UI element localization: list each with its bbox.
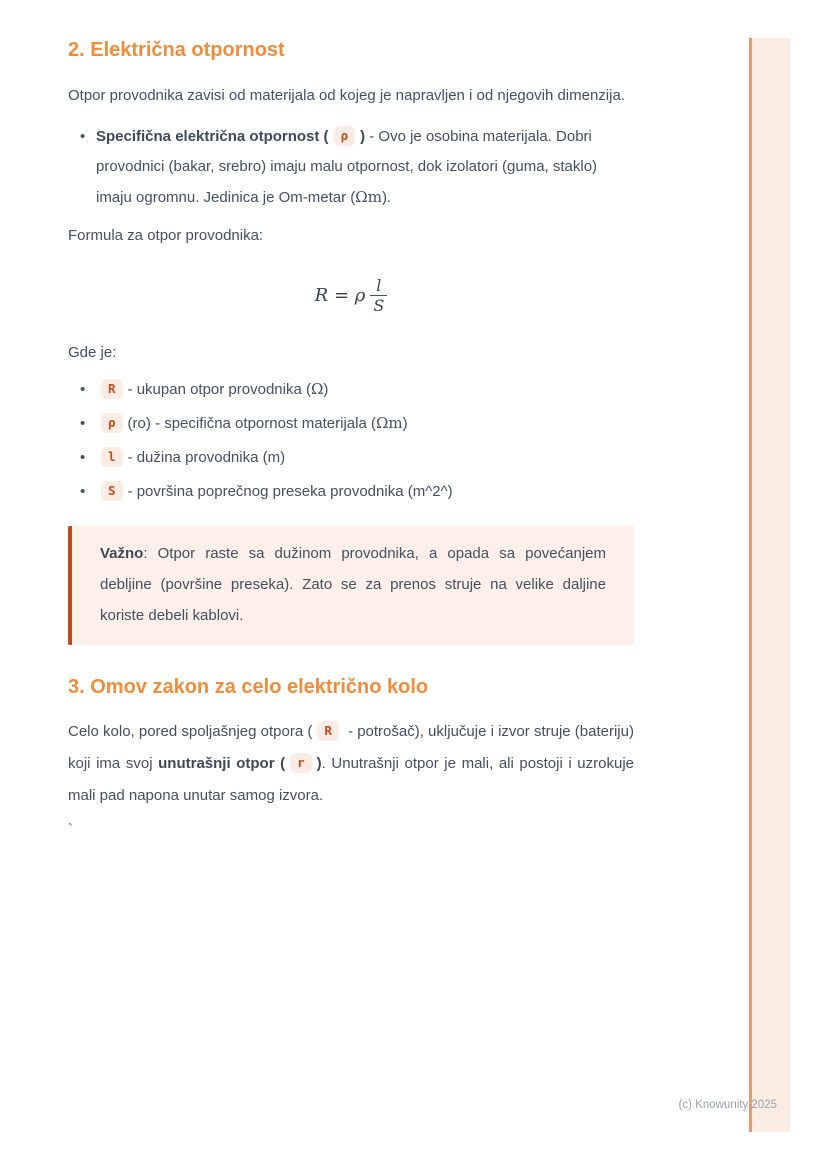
inline-code-chip-R: R xyxy=(317,721,339,741)
section3-paragraph xyxy=(68,716,634,812)
paragraph-text: . Unutrašnji otpor je mali, ali postoji i uzrokuje mali pad napona unutar samog izvora. xyxy=(68,755,634,804)
resistance-formula xyxy=(315,276,388,315)
specific-resistance-bullet-list xyxy=(68,122,634,213)
formula-label: Formula za otpor provodnika: xyxy=(68,227,264,244)
stray-backtick-mark: ` xyxy=(68,821,73,838)
inline-code-chip-l: l xyxy=(101,447,123,467)
unit-ohm-meter: Ωm xyxy=(355,188,382,206)
page-edge-stripe xyxy=(749,38,790,1132)
definition-text: - površina poprečnog preseka provodnika (m^2^) xyxy=(127,483,453,500)
inline-code-chip-S: S xyxy=(101,481,123,501)
copyright-footer: (c) Knowunity 2025 xyxy=(678,1099,777,1111)
section3-heading: 3. Omov zakon za celo električno kolo xyxy=(68,676,429,698)
paragraph-bold-lead: unutrašnji otpor ( xyxy=(158,755,286,772)
definition-text: - dužina provodnika (m) xyxy=(127,449,286,466)
bullet-bold-lead: Specifična električna otpornost ( xyxy=(96,128,329,145)
symbol-definition-list xyxy=(68,379,634,502)
bullet-text: - Ovo je osobina materijala. Dobri provodnici (bakar, srebro) imaju malu otpornost, dok izolatori (guma, staklo) imaju ogromnu. Jedinica je Om-metar ( xyxy=(96,128,598,206)
inline-code-chip-R: R xyxy=(101,379,123,399)
formula-prefix: R = ρ xyxy=(314,285,366,306)
bullet-bold-close: ) xyxy=(360,128,366,145)
formula-container xyxy=(68,276,634,315)
paragraph-text: - potrošač), uključuje i izvor struje (bateriju) koji ima svoj xyxy=(68,723,634,772)
inline-code-chip-r: r xyxy=(290,753,312,773)
unit-ohm-meter: Ωm xyxy=(375,414,403,432)
section2-heading: 2. Električna otpornost xyxy=(68,39,285,61)
list-item-rho xyxy=(68,413,634,434)
section2-intro-paragraph: Otpor provodnika zavisi od materijala od kojeg je napravljen i od njegovih dimenzija. xyxy=(68,87,625,104)
list-item xyxy=(68,122,608,213)
where-label: Gde je: xyxy=(68,344,117,361)
formula-numerator: l xyxy=(376,276,382,295)
definition-text: (ro) - specifična otpornost materijala ( xyxy=(127,415,376,432)
inline-code-chip-rho: ρ xyxy=(101,413,123,433)
paragraph-text: Celo kolo, pored spoljašnjeg otpora ( xyxy=(68,723,313,740)
paragraph-bold-close: ) xyxy=(316,755,322,772)
definition-close: ) xyxy=(323,381,329,398)
callout-bold-label: Važno xyxy=(100,545,144,562)
formula-fraction xyxy=(370,276,387,315)
callout-text: : Otpor raste sa dužinom provodnika, a opada sa povećanjem debljine (površine preseka). Zato se za prenos struje na velike daljine koriste debeli kablovi. xyxy=(100,545,606,624)
list-item-R xyxy=(68,379,634,400)
definition-close: ) xyxy=(402,415,408,432)
important-callout xyxy=(68,526,634,645)
list-item-S xyxy=(68,481,634,502)
list-item-l xyxy=(68,447,634,468)
definition-text: - ukupan otpor provodnika ( xyxy=(127,381,311,398)
document-content xyxy=(68,0,634,840)
unit-ohm: Ω xyxy=(310,380,324,398)
formula-denominator: S xyxy=(370,295,387,315)
inline-code-chip-rho: ρ xyxy=(334,126,356,146)
bullet-text-end: ). xyxy=(381,189,392,206)
